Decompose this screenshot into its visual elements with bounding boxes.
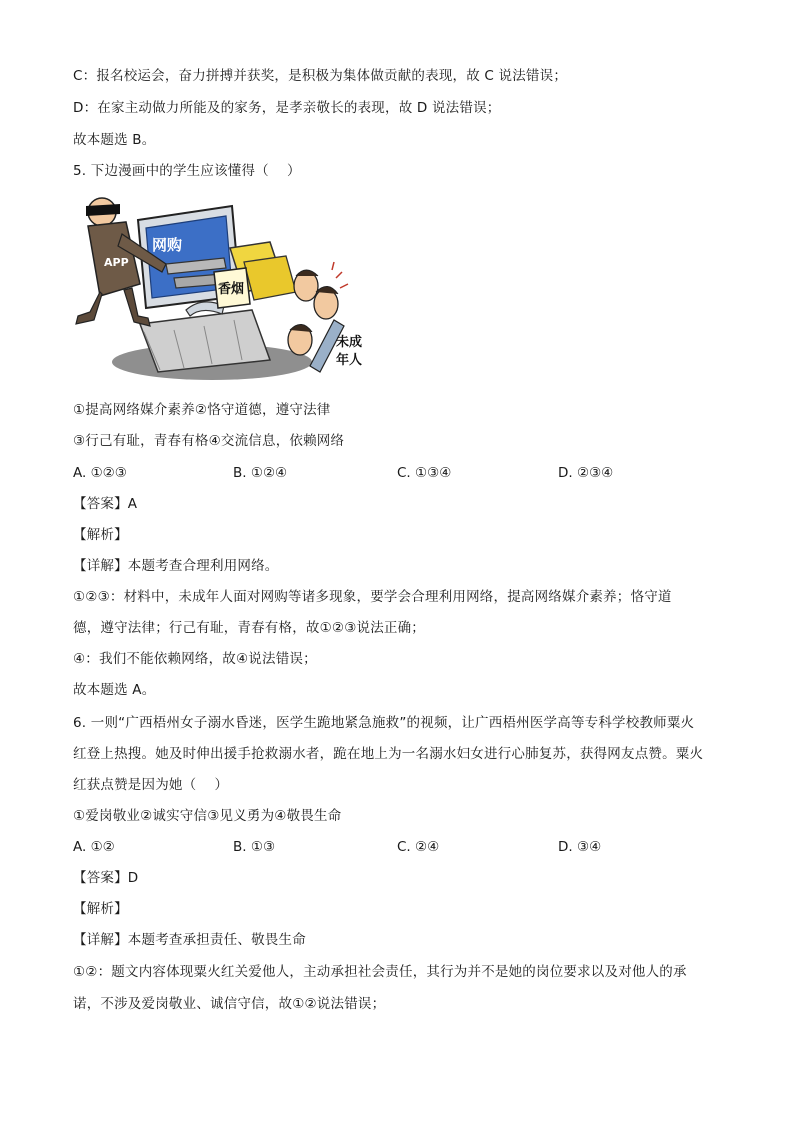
q6-detail: 【详解】本题考查承担责任、敬畏生命 [73,932,306,948]
q5-explanation-line3: ④：我们不能依赖网络，故④说法错误； [73,651,317,667]
q4-option-c-explanation: C：报名校运会，奋力拼搏并获奖，是积极为集体做贡献的表现，故 C 说法错误； [73,68,568,84]
thief-leg-left [76,292,102,324]
q5-conclusion: 故本题选 A。 [73,682,156,698]
screen-label: 网购 [152,236,183,254]
q6-option-b: B. ①③ [233,839,276,855]
q5-detail: 【详解】本题考查合理利用网络。 [73,558,279,574]
q5-explanation-line2: 德，遵守法律；行己有耻，青春有格，故①②③说法正确； [73,620,426,636]
q4-conclusion: 故本题选 B。 [73,132,156,148]
q5-explanation-line1: ①②③：材料中，未成年人面对网购等诸多现象，要学会合理利用网络，提高网络媒介素养；恪守道 [73,589,672,605]
q6-stem-line2: 红登上热搜。她及时伸出援手抢救溺水者，跪在地上为一名溺水妇女进行心肺复苏，获得网友点赞。粟火 [73,746,704,762]
q5-statements-line2: ③行己有耻，青春有格④交流信息，依赖网络 [73,433,345,449]
q6-analysis-heading: 【解析】 [73,901,128,917]
q4-option-d-explanation: D：在家主动做力所能及的家务，是孝亲敬长的表现，故 D 说法错误； [73,100,501,116]
q5-statements-line1: ①提高网络媒介素养②恪守道德，遵守法律 [73,402,331,418]
q6-stem-line1: 6. 一则“广西梧州女子溺水昏迷，医学生跪地紧急施救”的视频，让广西梧州医学高等专科学校教师粟火 [73,715,695,731]
kids-label-line1: 未成 [336,335,363,350]
thief-mask [86,204,120,216]
q6-answer: 【答案】D [73,870,139,886]
kid-hair-1 [296,270,318,276]
surprise-marks [332,262,348,288]
q6-stem-line3: 红获点赞是因为她（ ） [73,777,229,793]
thief-label: APP [104,256,129,269]
table [140,310,270,372]
q5-analysis-heading: 【解析】 [73,527,128,543]
q6-option-a: A. ①② [73,839,115,855]
kids-label-line2: 年人 [336,353,363,368]
q6-statements: ①爱岗敬业②诚实守信③见义勇为④敬畏生命 [73,808,342,824]
q5-option-c: C. ①③④ [397,465,452,481]
q5-stem: 5. 下边漫画中的学生应该懂得（ ） [73,163,301,179]
q6-explanation-line1: ①②：题文内容体现粟火红关爱他人，主动承担社会责任，其行为并不是她的岗位要求以及对他人的承 [73,964,687,980]
q5-option-b: B. ①②④ [233,465,288,481]
q6-option-d: D. ③④ [558,839,602,855]
yellow-machine-front [244,256,296,300]
q5-option-a: A. ①②③ [73,465,127,481]
package-label: 香烟 [218,282,245,297]
q5-answer: 【答案】A [73,496,138,512]
q5-option-d: D. ②③④ [558,465,614,481]
q6-explanation-line2: 诺，不涉及爱岗敬业、诚信守信，故①②说法错误； [73,996,386,1012]
q5-cartoon [74,192,384,388]
cartoon-illustration [74,192,384,388]
q6-option-c: C. ②④ [397,839,440,855]
